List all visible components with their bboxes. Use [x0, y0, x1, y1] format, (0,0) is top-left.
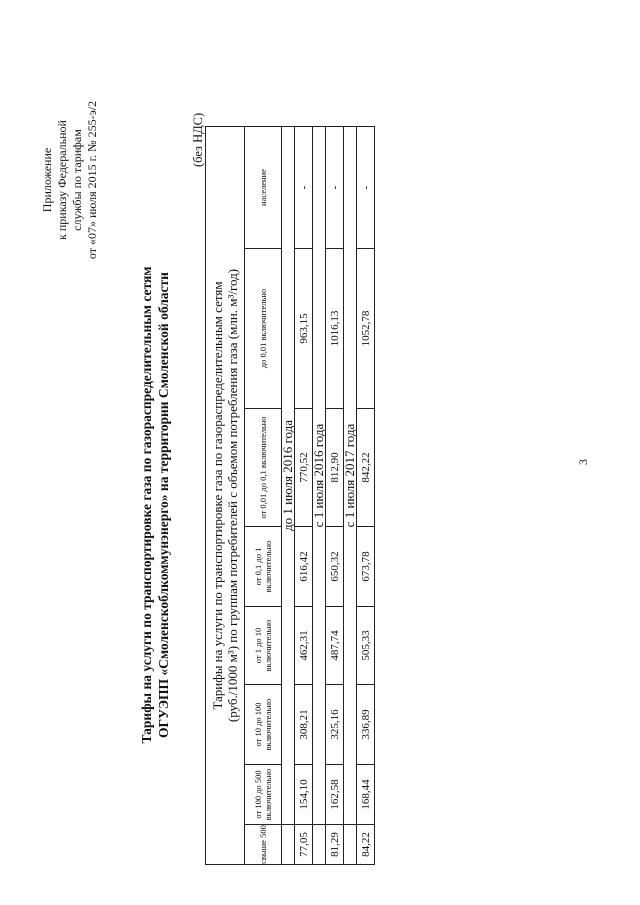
table-cell: 162,58 — [326, 765, 344, 825]
table-cell: 168,44 — [357, 765, 375, 825]
table-cell: 673,78 — [357, 527, 375, 607]
column-header: от 0,1 до 1 включительно — [245, 527, 282, 607]
table-header — [206, 127, 245, 865]
period-row — [313, 127, 326, 865]
table-cell: - — [326, 127, 344, 249]
table-cell: 462,31 — [295, 607, 313, 685]
column-header: от 0,01 до 0,1 включительно — [245, 409, 282, 527]
document-title — [138, 165, 172, 845]
table-header-line-2: (руб./1000 м³) по группам потребителей с объемом потребления газа (млн. м³/год) — [225, 268, 240, 723]
appendix-line-3: службы по тарифам — [70, 129, 84, 231]
table-cell: 650,32 — [326, 527, 344, 607]
period-label: с 1 июля 2017 года — [344, 127, 357, 825]
table-cell: 812,90 — [326, 409, 344, 527]
title-line-1: Тарифы на услуги по транспортировке газа по газораспределительным сетям — [139, 266, 154, 744]
table-row — [357, 127, 375, 865]
column-header: свыше 500 — [245, 825, 282, 865]
column-header: население — [245, 127, 282, 249]
appendix-line-1: Приложение — [40, 147, 54, 213]
period-label: с 1 июля 2016 года — [313, 127, 326, 825]
period-row — [344, 127, 357, 865]
table-cell: 963,15 — [295, 249, 313, 409]
table-cell: 308,21 — [295, 685, 313, 765]
table-cell: 154,10 — [295, 765, 313, 825]
table-cell: 487,74 — [326, 607, 344, 685]
table-cell: 505,33 — [357, 607, 375, 685]
appendix-line-2: к приказу Федеральной — [55, 120, 69, 240]
period-row — [282, 127, 295, 865]
table-cell: 1016,13 — [326, 249, 344, 409]
title-line-2: ОГУЭПП «Смоленскоблкоммунэнерго» на территории Смоленской области — [156, 272, 171, 738]
table-row — [326, 127, 344, 865]
table-cell: 77,05 — [295, 825, 313, 865]
tariff-table — [205, 126, 375, 865]
appendix-note — [40, 50, 100, 310]
column-header: до 0,01 включительно — [245, 249, 282, 409]
period-label: до 1 июля 2016 года — [282, 127, 295, 825]
table-row — [295, 127, 313, 865]
table-cell: 842,22 — [357, 409, 375, 527]
table-cell: 1052,78 — [357, 249, 375, 409]
column-header: от 100 до 500 включительно — [245, 765, 282, 825]
table-cell: 81,29 — [326, 825, 344, 865]
column-header: от 1 до 10 включительно — [245, 607, 282, 685]
table-cell: 336,89 — [357, 685, 375, 765]
column-headers-row — [245, 127, 282, 865]
table-cell: 616,42 — [295, 527, 313, 607]
table-header-line-1: Тарифы на услуги по транспортировке газа по газораспределительным сетям — [210, 281, 225, 710]
table-cell: 84,22 — [357, 825, 375, 865]
table-cell: - — [357, 127, 375, 249]
page-number: 3 — [576, 459, 590, 465]
table-cell: - — [295, 127, 313, 249]
appendix-line-4: от «07» июля 2015 г. № 255-э/2 — [85, 100, 99, 260]
table-cell: 325,16 — [326, 685, 344, 765]
column-header: от 10 до 100 включительно — [245, 685, 282, 765]
table-cell: 770,52 — [295, 409, 313, 527]
vat-note: (без НДС) — [191, 112, 205, 167]
